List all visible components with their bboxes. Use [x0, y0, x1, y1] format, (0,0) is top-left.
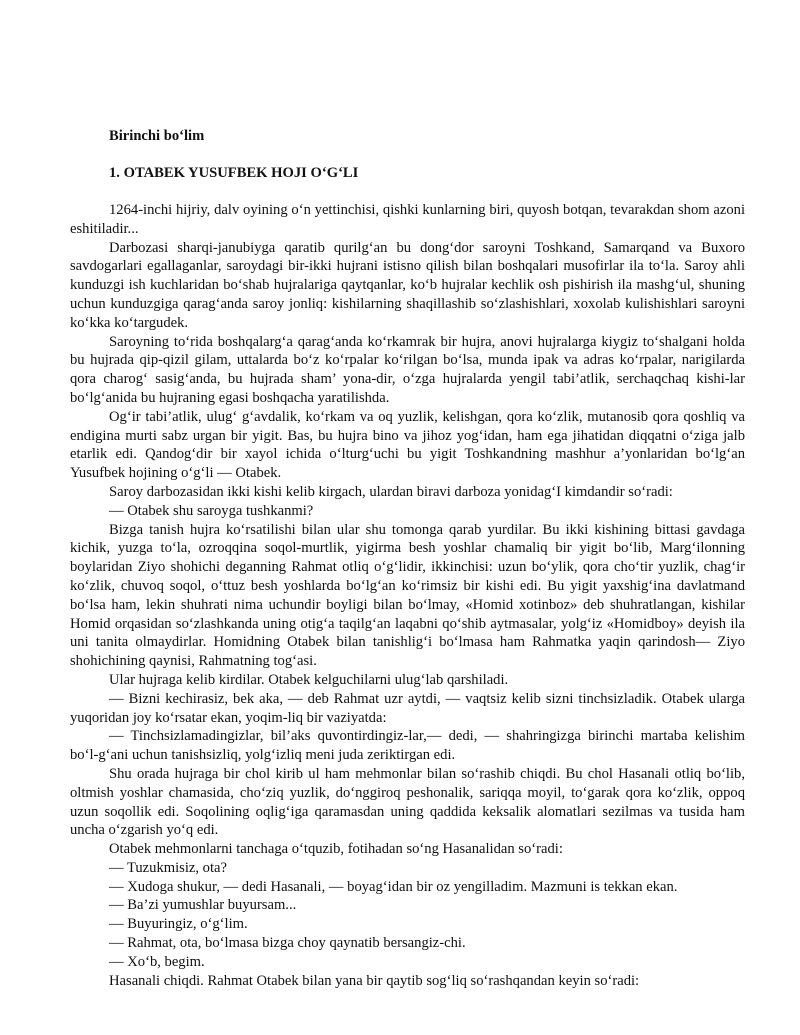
- dialogue-line: — Tuzukmisiz, ota?: [109, 859, 227, 876]
- paragraph: 1264-inchi hijriy, dalv oyining o‘n yettinchisi, qishki kunlarning biri, quyosh botqan, tevarakdan shom azoni eshitiladir...: [70, 202, 745, 237]
- dialogue-line: — Buyuringiz, o‘g‘lim.: [109, 916, 248, 933]
- paragraph: Otabek mehmonlarni tanchaga o‘tquzib, fotihadan so‘ng Hasanalidan so‘radi:: [109, 841, 563, 858]
- paragraph: Darbozasi sharqi-janubiyga qaratib qurilg‘an bu dong‘dor saroyni Toshkand, Samarqand va Buxoro savdogarlari egallaganlar, saroydagi bir-ikki hujrani istisno qilish bilan boshqalari musofirlar ila to‘la. Saroy ahli kunduzgi ish kuchlaridan bo‘shab hujralariga qaytqanlar, ko‘b hujralar kechlik osh pishirish ila mashg‘ul, shuning uchun kunduzgiga qarag‘anda saroy jonliq: kishilarning shaqillashib so‘zlashishlari, xoxolab kulishishlari saroyni ko‘kka ko‘targudek.: [70, 239, 745, 331]
- paragraph: Og‘ir tabi’atlik, ulug‘ g‘avdalik, ko‘rkam va oq yuzlik, kelishgan, qora ko‘zlik, mutanosib qora qoshliq va endigina murti sabz urgan bir yigit. Bas, bu hujra bino va jihoz yog‘idan, ham ega jihatidan diqqatni o‘ziga jalb etarlik edi. Qandog‘dir bir xayol ichida o‘lturg‘uchi bu yigit Toshkandning mashhur a’yonlaridan bo‘lg‘an Yusufbek hojining o‘g‘li — Otabek.: [70, 408, 745, 482]
- paragraph: Bizga tanish hujra ko‘rsatilishi bilan ular shu tomonga qarab yurdilar. Bu ikki kishining bittasi gavdaga kichik, yuzga to‘la, ozroqqina soqol-murtlik, yigirma besh yoshlar chamaliq bir yigit bo‘lib, Marg‘ilonning boylaridan Ziyo shohichi deganning Rahmat otliq o‘g‘lidir, ikkinchisi: uzun bo‘ylik, qora cho‘tir yuzlik, chag‘ir ko‘zlik, chuvoq soqol, o‘ttuz besh yoshlarda bo‘lg‘an ko‘rimsiz bir kishi edi. Bu yigit yaxshig‘ina davlatmand bo‘lsa ham, lekin shuhrati nima uchundir boyligi bilan bo‘lmay, «Homid xotinboz» deb shuhratlangan, kishilar Homid orqasidan so‘zlashkanda uning otig‘a taqilg‘an laqabni qo‘shib aytmasalar, yolg‘iz «Homidboy» deyish ila uni tanita olmaydirlar. Homidning Otabek bilan tanishlig‘i bo‘lmasa ham Rahmatka yaqin qarindosh— Ziyo shohichining qaynisi, Rahmatning tog‘asi.: [70, 521, 745, 670]
- dialogue-line: — Otabek shu saroyga tushkanmi?: [109, 502, 314, 519]
- dialogue-line: — Tinchsizlamadingizlar, bil’aks quvontirdingiz-lar,— dedi, — shahringizga birinchi martaba kelishim bo‘l-g‘ani uchun tanishsizliq, yolg‘izliq meni juda zeriktirgan edi.: [70, 728, 745, 764]
- dialogue-line: — Bizni kechirasiz, bek aka, — deb Rahmat uzr aytdi, — vaqtsiz kelib sizni tinchsizladik. Otabek ularga yuqoridan joy ko‘rsatar ekan, yoqim-liq bir vaziyatda:: [70, 690, 745, 726]
- paragraph: Hasanali chiqdi. Rahmat Otabek bilan yana bir qaytib sog‘liq so‘rashqandan keyin so‘radi:: [109, 972, 640, 989]
- dialogue-line: — Xo‘b, begim.: [109, 953, 205, 970]
- part-title: Birinchi bo‘lim: [109, 128, 205, 144]
- chapter-body: [70, 201, 745, 990]
- chapter-title: 1. OTABEK YUSUFBEK HOJI O‘G‘LI: [109, 165, 359, 181]
- dialogue-line: — Xudoga shukur, — dedi Hasanali, — boyag‘idan bir oz yengilladim. Mazmuni is tekkan ekan.: [109, 878, 678, 895]
- paragraph: Ular hujraga kelib kirdilar. Otabek kelguchilarni ulug‘lab qarshiladi.: [109, 671, 509, 688]
- paragraph: Saroyning to‘rida boshqalarg‘a qarag‘anda ko‘rkamrak bir hujra, anovi hujralarga kiygiz to‘shalgani holda bu hujrada qip-qizil gilam, uttalarda bo‘z ko‘rpalar ko‘rilgan bo‘lsa, munda ipak va adras ko‘rpalar, narigilarda qora charog‘ sasig‘anda, bu hujrada sham’ yona-dir, o‘zga hujralarda yengil tabi’atlik, serchaqchaq kishi-lar bo‘lg‘anida bu hujraning egasi boshqacha yaratilishda.: [70, 333, 745, 406]
- document-page: [70, 118, 745, 990]
- dialogue-line: — Rahmat, ota, bo‘lmasa bizga choy qaynatib bersangiz-chi.: [109, 935, 466, 952]
- dialogue-line: — Ba’zi yumushlar buyursam...: [109, 897, 297, 914]
- paragraph: Saroy darbozasidan ikki kishi kelib kirgach, ulardan biravi darboza yonidag‘I kimdandir so‘radi:: [109, 483, 673, 500]
- paragraph: Shu orada hujraga bir chol kirib ul ham mehmonlar bilan so‘rashib chiqdi. Bu chol Hasanali otliq bo‘lib, oltmish yoshlar chamasida, cho‘ziq yuzlik, do‘nggiroq peshonalik, sariqqa moyil, to‘garak qora ko‘zlik, oppoq uzun soqollik edi. Soqolining oqlig‘iga qaramasdan uning qaddida keksalik alomatlari sezilmas va tusida ham uncha o‘zgarish yo‘q edi.: [70, 765, 745, 839]
